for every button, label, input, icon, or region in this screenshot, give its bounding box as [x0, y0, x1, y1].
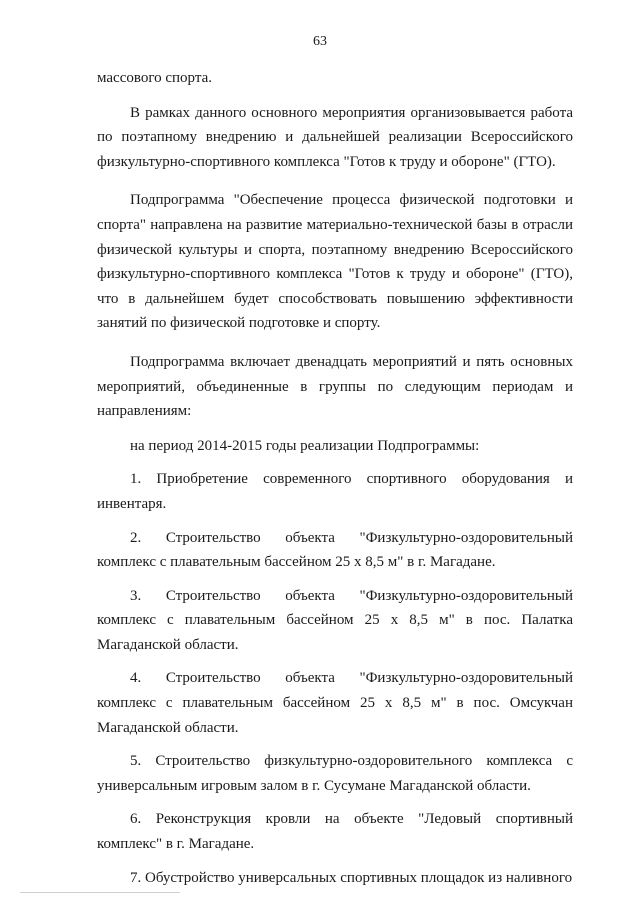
paragraph: Подпрограмма "Обеспечение процесса физической подготовки и спорта" направлена на развитие материально-технической базы в отрасли физической культуры и спорта, поэтапному внедрению Всероссийского физкультурно-спортивного комплекса "Готов к труду и обороне" (ГТО), что в дальнейшем будет способствовать повышению эффективности занятий по физической подготовке и спорту.: [97, 192, 573, 332]
paragraph: Подпрограмма включает двенадцать мероприятий и пять основных мероприятий, объединенные в группы по следующим периодам и направлениям:: [97, 353, 573, 420]
paragraph: В рамках данного основного мероприятия организовывается работа по поэтапному внедрению и дальнейшей реализации Всероссийского физкультурно-спортивного комплекса "Готов к труду и обороне" (ГТО).: [97, 104, 573, 170]
scan-edge-line: [20, 892, 180, 893]
list-item: 1. Приобретение современного спортивного оборудования и инвентаря.: [97, 471, 573, 512]
period-heading: на период 2014-2015 годы реализации Подпрограммы:: [130, 437, 480, 454]
list-item: 5. Строительство физкультурно-оздоровительного комплекса с универсальным игровым залом в г. Сусумане Магаданской области.: [97, 753, 573, 794]
list-item: 6. Реконструкция кровли на объекте "Ледовый спортивный комплекс" в г. Магадане.: [97, 811, 573, 853]
page-number: 63: [313, 34, 327, 49]
list-item: 4. Строительство объекта "Физкультурно-оздоровительный комплекс с плавательным бассейном 25 х 8,5 м" в пос. Омсукчан Магаданской области.: [97, 670, 573, 736]
document-body: [97, 66, 573, 890]
list-item: 2. Строительство объекта "Физкультурно-оздоровительный комплекс с плавательным бассейном 25 х 8,5 м" в г. Магадане.: [97, 529, 573, 571]
list-item: 7. Обустройство универсальных спортивных площадок из наливного: [130, 869, 573, 886]
list-item: 3. Строительство объекта "Физкультурно-оздоровительный комплекс с плавательным бассейном 25 х 8,5 м" в пос. Палатка Магаданской области.: [97, 587, 573, 653]
paragraph-continuation: массового спорта.: [97, 70, 213, 86]
